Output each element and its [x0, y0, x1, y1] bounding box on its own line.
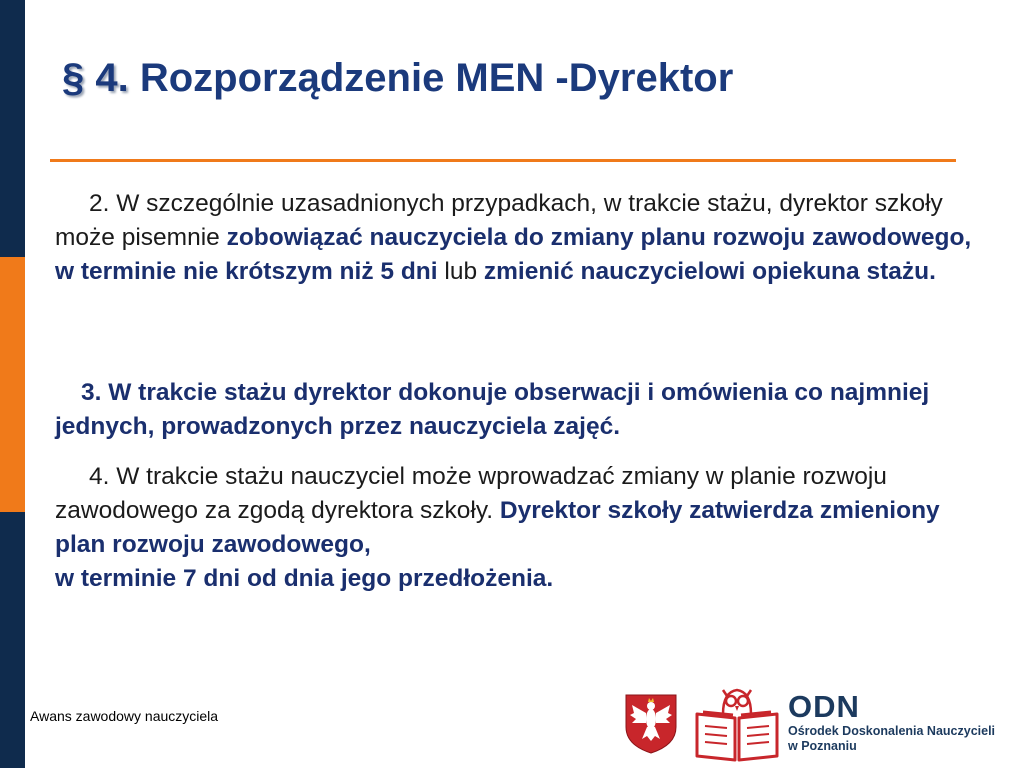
side-bar-accent	[0, 257, 25, 512]
title-text: Rozporządzenie MEN -Dyrektor	[139, 56, 734, 100]
para2-text-1: 2. W szczególnie uzasadnionych przypadkach, w trakcie stażu, dyrektor szkoły może pisemnie	[55, 190, 943, 251]
odn-logo-subtitle-1: Ośrodek Doskonalenia Nauczycieli	[788, 724, 996, 738]
para4-text: 4. W trakcie stażu nauczyciel może wprowadzać zmiany w planie rozwoju zawodowego za zgodą dyrektora szkoły.	[55, 463, 887, 524]
slide-title	[62, 56, 733, 101]
para2-bold-1: zobowiązać nauczyciela do zmiany planu rozwoju zawodowego, w terminie nie krótszym niż 5 dni	[55, 224, 972, 285]
paragraph-2	[55, 187, 995, 289]
para3-bold: 3. W trakcie stażu dyrektor dokonuje obserwacji i omówienia co najmniej jednych, prowadzonych przez nauczyciela zajęć.	[55, 379, 930, 440]
paragraph-4	[55, 460, 995, 596]
para2-text-2: lub	[437, 258, 484, 285]
paragraph-3	[55, 376, 995, 444]
odn-logo-title: ODN	[788, 689, 860, 724]
para2-bold-2: zmienić nauczycielowi opiekuna stażu.	[483, 258, 936, 285]
owl-book-logo-icon	[693, 684, 781, 764]
para4-bold-2: w terminie 7 dni od dnia jego przedłożenia.	[55, 565, 554, 592]
title-underline	[50, 159, 956, 162]
crest-eagle-icon	[624, 693, 678, 755]
para4-bold-1: Dyrektor szkoły zatwierdza zmieniony plan rozwoju zawodowego,	[55, 497, 940, 558]
odn-logo-text	[788, 690, 995, 754]
footer-text: Awans zawodowy nauczyciela	[30, 708, 219, 724]
title-section-mark: § 4.	[62, 56, 129, 100]
odn-logo-subtitle-2: w Poznaniu	[788, 739, 857, 753]
